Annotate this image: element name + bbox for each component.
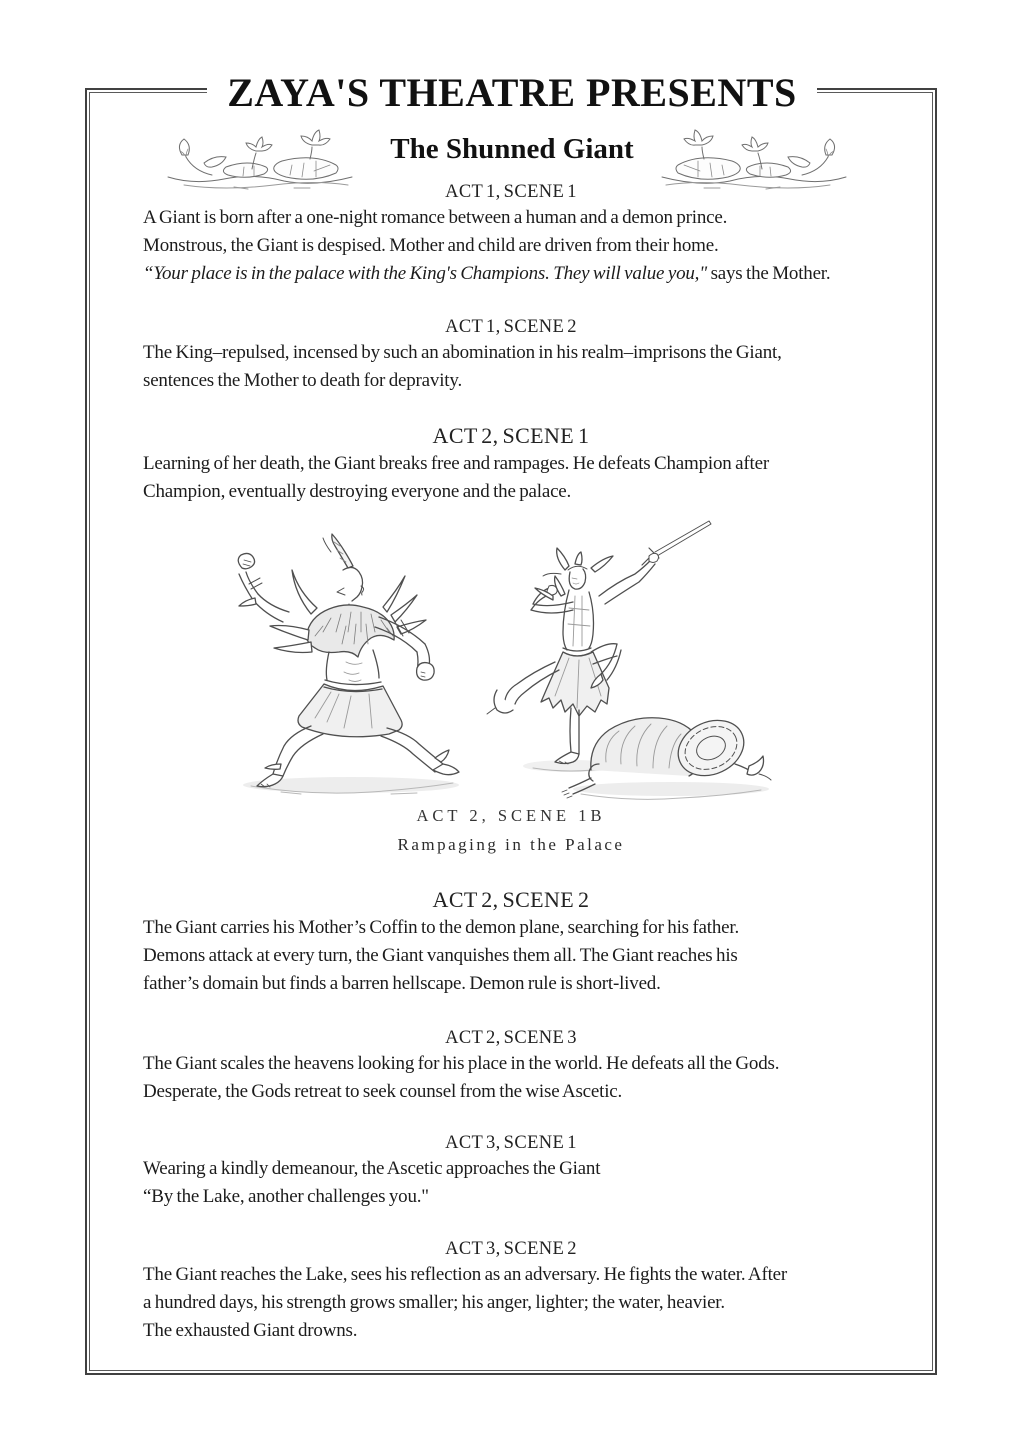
scene-line: A Giant is born after a one-night romance between a human and a demon prince. [143,207,728,228]
scene-heading: ACT 2, SCENE 2 [432,887,590,912]
giant-figure [238,534,459,787]
scene-line: Demons attack at every turn, the Giant vanquishes them all. The Giant reaches his [143,945,738,966]
scene-line: “By the Lake, another challenges you." [143,1186,429,1207]
scene-section-act3-scene2 [86,1237,936,1345]
scene-line: sentences the Mother to death for depravity. [143,370,462,391]
scene-text [143,204,936,288]
scene-line: a hundred days, his strength grows smaller; his anger, lighter; the water, heavier. [143,1292,725,1313]
scene-heading: ACT 3, SCENE 2 [445,1239,577,1259]
scene-section-act2-scene2 [86,886,936,998]
scene-line: Monstrous, the Giant is despised. Mother and child are driven from their home. [143,235,719,256]
scene-heading: ACT 3, SCENE 1 [445,1133,577,1153]
scene-heading: ACT 1, SCENE 1 [445,182,577,202]
scene-heading: ACT 2, SCENE 1 [432,423,590,448]
scene-text [143,450,936,506]
scene-line: Wearing a kindly demeanour, the Ascetic approaches the Giant [143,1158,601,1179]
scene-line: The Giant reaches the Lake, sees his reflection as an adversary. He fights the water. After [143,1264,788,1285]
scene-section-act2-scene1 [86,422,936,506]
scene-text [143,1261,936,1345]
rampage-figure [86,512,936,856]
scene-line: The Giant scales the heavens looking for his place in the world. He defeats all the Gods. [143,1053,780,1074]
scene-text [143,914,936,998]
scene-line: Desperate, the Gods retreat to seek counsel from the wise Ascetic. [143,1081,623,1102]
scene-text [143,1155,936,1211]
scene-line: Champion, eventually destroying everyone and the palace. [143,481,572,502]
scene-line: The exhausted Giant drowns. [143,1320,358,1341]
quote-attribution: says the Mother. [707,263,831,284]
scene-line: father’s domain but finds a barren hellscape. Demon rule is short-lived. [143,973,661,994]
scene-section-act2-scene3 [86,1026,936,1106]
scene-line: Learning of her death, the Giant breaks free and rampages. He defeats Champion after [143,453,769,474]
rampage-illustration [211,512,811,800]
scene-heading: ACT 2, SCENE 3 [445,1028,577,1048]
play-title: The Shunned Giant [390,133,634,165]
scene-heading: ACT 1, SCENE 2 [445,317,577,337]
scene-line [143,260,936,288]
playbill-content [86,90,936,1453]
masthead [0,64,1024,122]
theatre-presents-title: ZAYA'S THEATRE PRESENTS [207,64,817,122]
mother-quote: “Your place is in the palace with the King's Champions. They will value you," [143,263,708,284]
figure-caption-heading: ACT 2, SCENE 1B [416,806,606,825]
scene-text [143,1050,936,1106]
scene-line: The Giant carries his Mother’s Coffin to the demon plane, searching for his father. [143,917,739,938]
figure-caption-title: Rampaging in the Palace [397,835,625,854]
scene-text [143,339,936,395]
scene-section-act1-scene1 [86,180,936,288]
scene-section-act3-scene1 [86,1131,936,1211]
scene-section-act1-scene2 [86,315,936,395]
scene-line: The King–repulsed, incensed by such an abomination in his realm–imprisons the Giant, [143,342,782,363]
